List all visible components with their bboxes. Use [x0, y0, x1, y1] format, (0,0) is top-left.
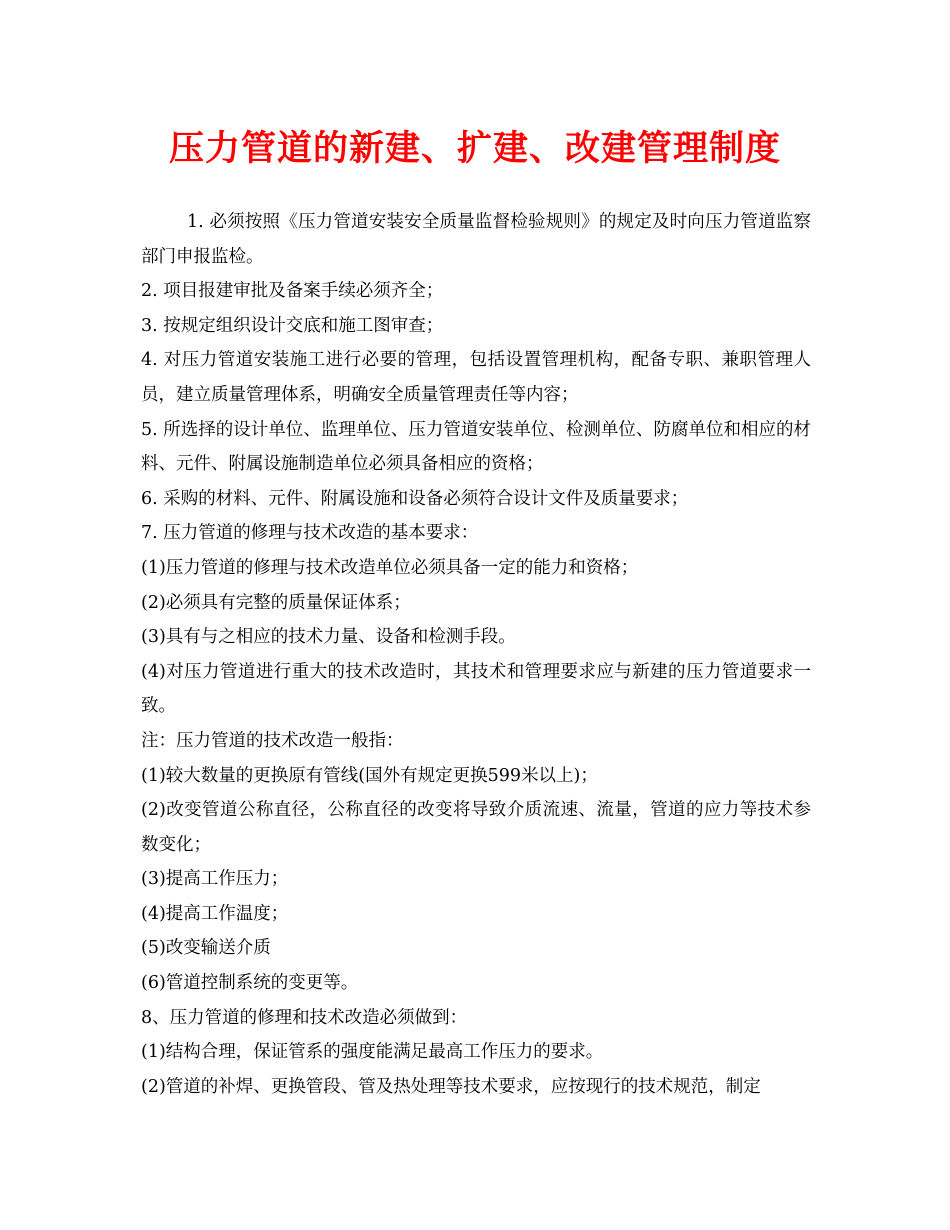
list-item-7-4: (4)对压力管道进行重大的技术改造时，其技术和管理要求应与新建的压力管道要求一致。 — [141, 661, 811, 717]
document-title: 压力管道的新建、扩建、改建管理制度 — [168, 128, 781, 169]
note-heading: 注：压力管道的技术改造一般指： — [141, 730, 404, 751]
note-item-6: (6)管道控制系统的变更等。 — [141, 973, 359, 994]
note-item-1: (1)较大数量的更换原有管线(国外有规定更换599米以上)； — [141, 765, 598, 786]
paragraph-3: 3. 按规定组织设计交底和施工图审查； — [141, 315, 444, 336]
list-item-7-1: (1)压力管道的修理与技术改造单位必须具备一定的能力和资格； — [141, 557, 639, 578]
note-item-2: (2)改变管道公称直径，公称直径的改变将导致介质流速、流量，管道的应力等技术参数变化； — [141, 800, 811, 855]
paragraph-6: 6. 采购的材料、元件、附属设施和设备必须符合设计文件及质量要求； — [141, 488, 689, 509]
document-body — [141, 205, 811, 1104]
paragraph-7: 7. 压力管道的修理与技术改造的基本要求： — [141, 523, 479, 544]
paragraph-2: 2. 项目报建审批及备案手续必须齐全； — [141, 281, 444, 302]
note-item-5: (5)改变输送介质 — [141, 938, 271, 959]
paragraph-4: 4. 对压力管道安装施工进行必要的管理，包括设置管理机构，配备专职、兼职管理人员，建立质量管理体系，明确安全质量管理责任等内容； — [141, 350, 811, 405]
paragraph-1: 1. 必须按照《压力管道安装安全质量监督检验规则》的规定及时向压力管道监察部门申报监检。 — [141, 212, 811, 267]
paragraph-5: 5. 所选择的设计单位、监理单位、压力管道安装单位、检测单位、防腐单位和相应的材料、元件、附属设施制造单位必须具备相应的资格； — [141, 419, 811, 475]
note-item-3: (3)提高工作压力； — [141, 869, 289, 890]
paragraph-8: 8、压力管道的修理和技术改造必须做到： — [141, 1007, 468, 1028]
list-item-7-2: (2)必须具有完整的质量保证体系； — [141, 592, 411, 613]
note-item-4: (4)提高工作温度； — [141, 903, 289, 924]
list-item-8-1: (1)结构合理，保证管系的强度能满足最高工作压力的要求。 — [141, 1042, 604, 1063]
list-item-7-3: (3)具有与之相应的技术力量、设备和检测手段。 — [141, 627, 516, 648]
list-item-8-2: (2)管道的补焊、更换管段、管及热处理等技术要求，应按现行的技术规范，制定 — [141, 1076, 761, 1097]
